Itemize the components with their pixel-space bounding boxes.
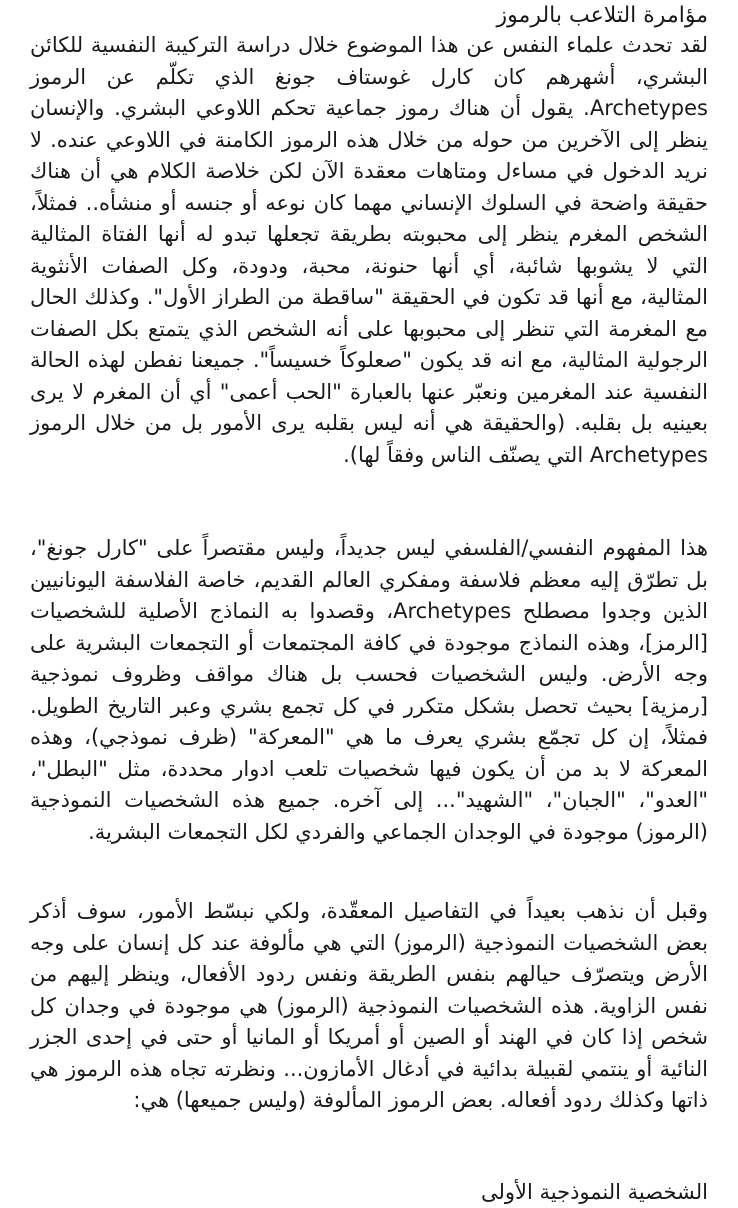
article-title: مؤامرة التلاعب بالرموز [496,3,708,28]
paragraph-familiar-archetypes: وقبل أن نذهب بعيداً في التفاصيل المعقّدة، ولكي نبسّط الأمور، سوف أذكر بعض الشخصيات النموذجية (الرموز) التي هي مألوفة عند كل إنسان على وجه الأرض ويتصرّف حيالهم بنفس الطريقة ونفس ردود الأفعال، وينظر إليهم من نفس الزاوية. هذه الشخصيات النموذجية (الرموز) هي موجودة في وجدان كل شخص إذا كان في الهند أو الصين أو أمريكا أو المانيا أو حتى في إحدى الجزر النائية أو ينتمي لقبيلة بدائية في أدغال الأمازون... ونظرته تجاه هذه الرموز هي ذاتها وكذلك ردود أفعاله. بعض الرموز المألوفة (وليس جميعها) هي: [30,899,708,1112]
paragraph-jung-archetypes: لقد تحدث علماء النفس عن هذا الموضوع خلال دراسة التركيبة النفسية للكائن البشري، أشهرهم كان كارل غوستاف جونغ الذي تكلّم عن الرموز Archetypes. يقول أن هناك رموز جماعية تحكم اللاوعي البشري. والإنسان ينظر إلى الآخرين من حوله من خلال هذه الرموز الكامنة في اللاوعي عنده. لا نريد الدخول في مساءل ومتاهات معقدة الآن لكن خلاصة الكلام هي أن هناك حقيقة واضحة في السلوك الإنساني مهما كان نوعه أو جنسه أو منشأه.. فمثلاً، الشخص المغرم ينظر إلى محبوبته بطريقة تجعلها تبدو له أنها الفتاة المثالية التي لا يشوبها شائبة، أي أنها حنونة، محبة، ودودة، وكل الصفات الأنثوية المثالية، مع أنها قد تكون في الحقيقة "ساقطة من الطراز الأول". وكذلك الحال مع المغرمة التي تنظر إلى محبوبها على أنه الشخص الذي يتمتع بكل الصفات الرجولية المثالية، مع انه قد يكون "صعلوكاً خسيساً". جميعنا نفطن لهذه الحالة النفسية عند المغرمين ونعبّر عنها بالعبارة "الحب أعمى" أي أن المغرم لا يرى بعينيه بل بقلبه. (والحقيقة هي أنه ليس بقلبه يرى الأمور بل من خلال الرموز Archetypes التي يصنّف الناس وفقاً لها). [30,33,708,467]
paragraph-spacer [30,1117,708,1177]
paragraph-spacer [30,471,708,533]
cut-off-line: الشخصية النموذجية الأولى [480,1179,708,1204]
paragraph-spacer [30,848,708,896]
paragraph-philosophical-concept: هذا المفهوم النفسي/الفلسفي ليس جديداً، وليس مقتصراً على "كارل جونغ"، بل تطرّق إليه معظم فلاسفة ومفكري العالم القديم، خاصة الفلاسفة اليونانيين الذين وجدوا مصطلح Archetypes، وقصدوا به النماذج الأصلية للشخصيات [الرمز]، وهذه النماذج موجودة في كافة المجتمعات أو التجمعات البشرية على وجه الأرض. وليس الشخصيات فحسب بل هناك مواقف وظروف نموذجية [رمزية] بحيث تحصل بشكل متكرر في كل تجمع بشري وعبر التاريخ الطويل. فمثلاً، إن كل تجمّع بشري يعرف ما هي "المعركة" (ظرف نموذجي)، وهذه المعركة لا بد من أن يكون فيها شخصيات تلعب ادوار محددة، مثل "البطل"، "العدو"، "الجبان"، "الشهيد"... إلى آخره. جميع هذه الشخصيات النموذجية (الرموز) موجودة في الوجدان الجماعي والفردي لكل التجمعات البشرية. [30,536,708,844]
